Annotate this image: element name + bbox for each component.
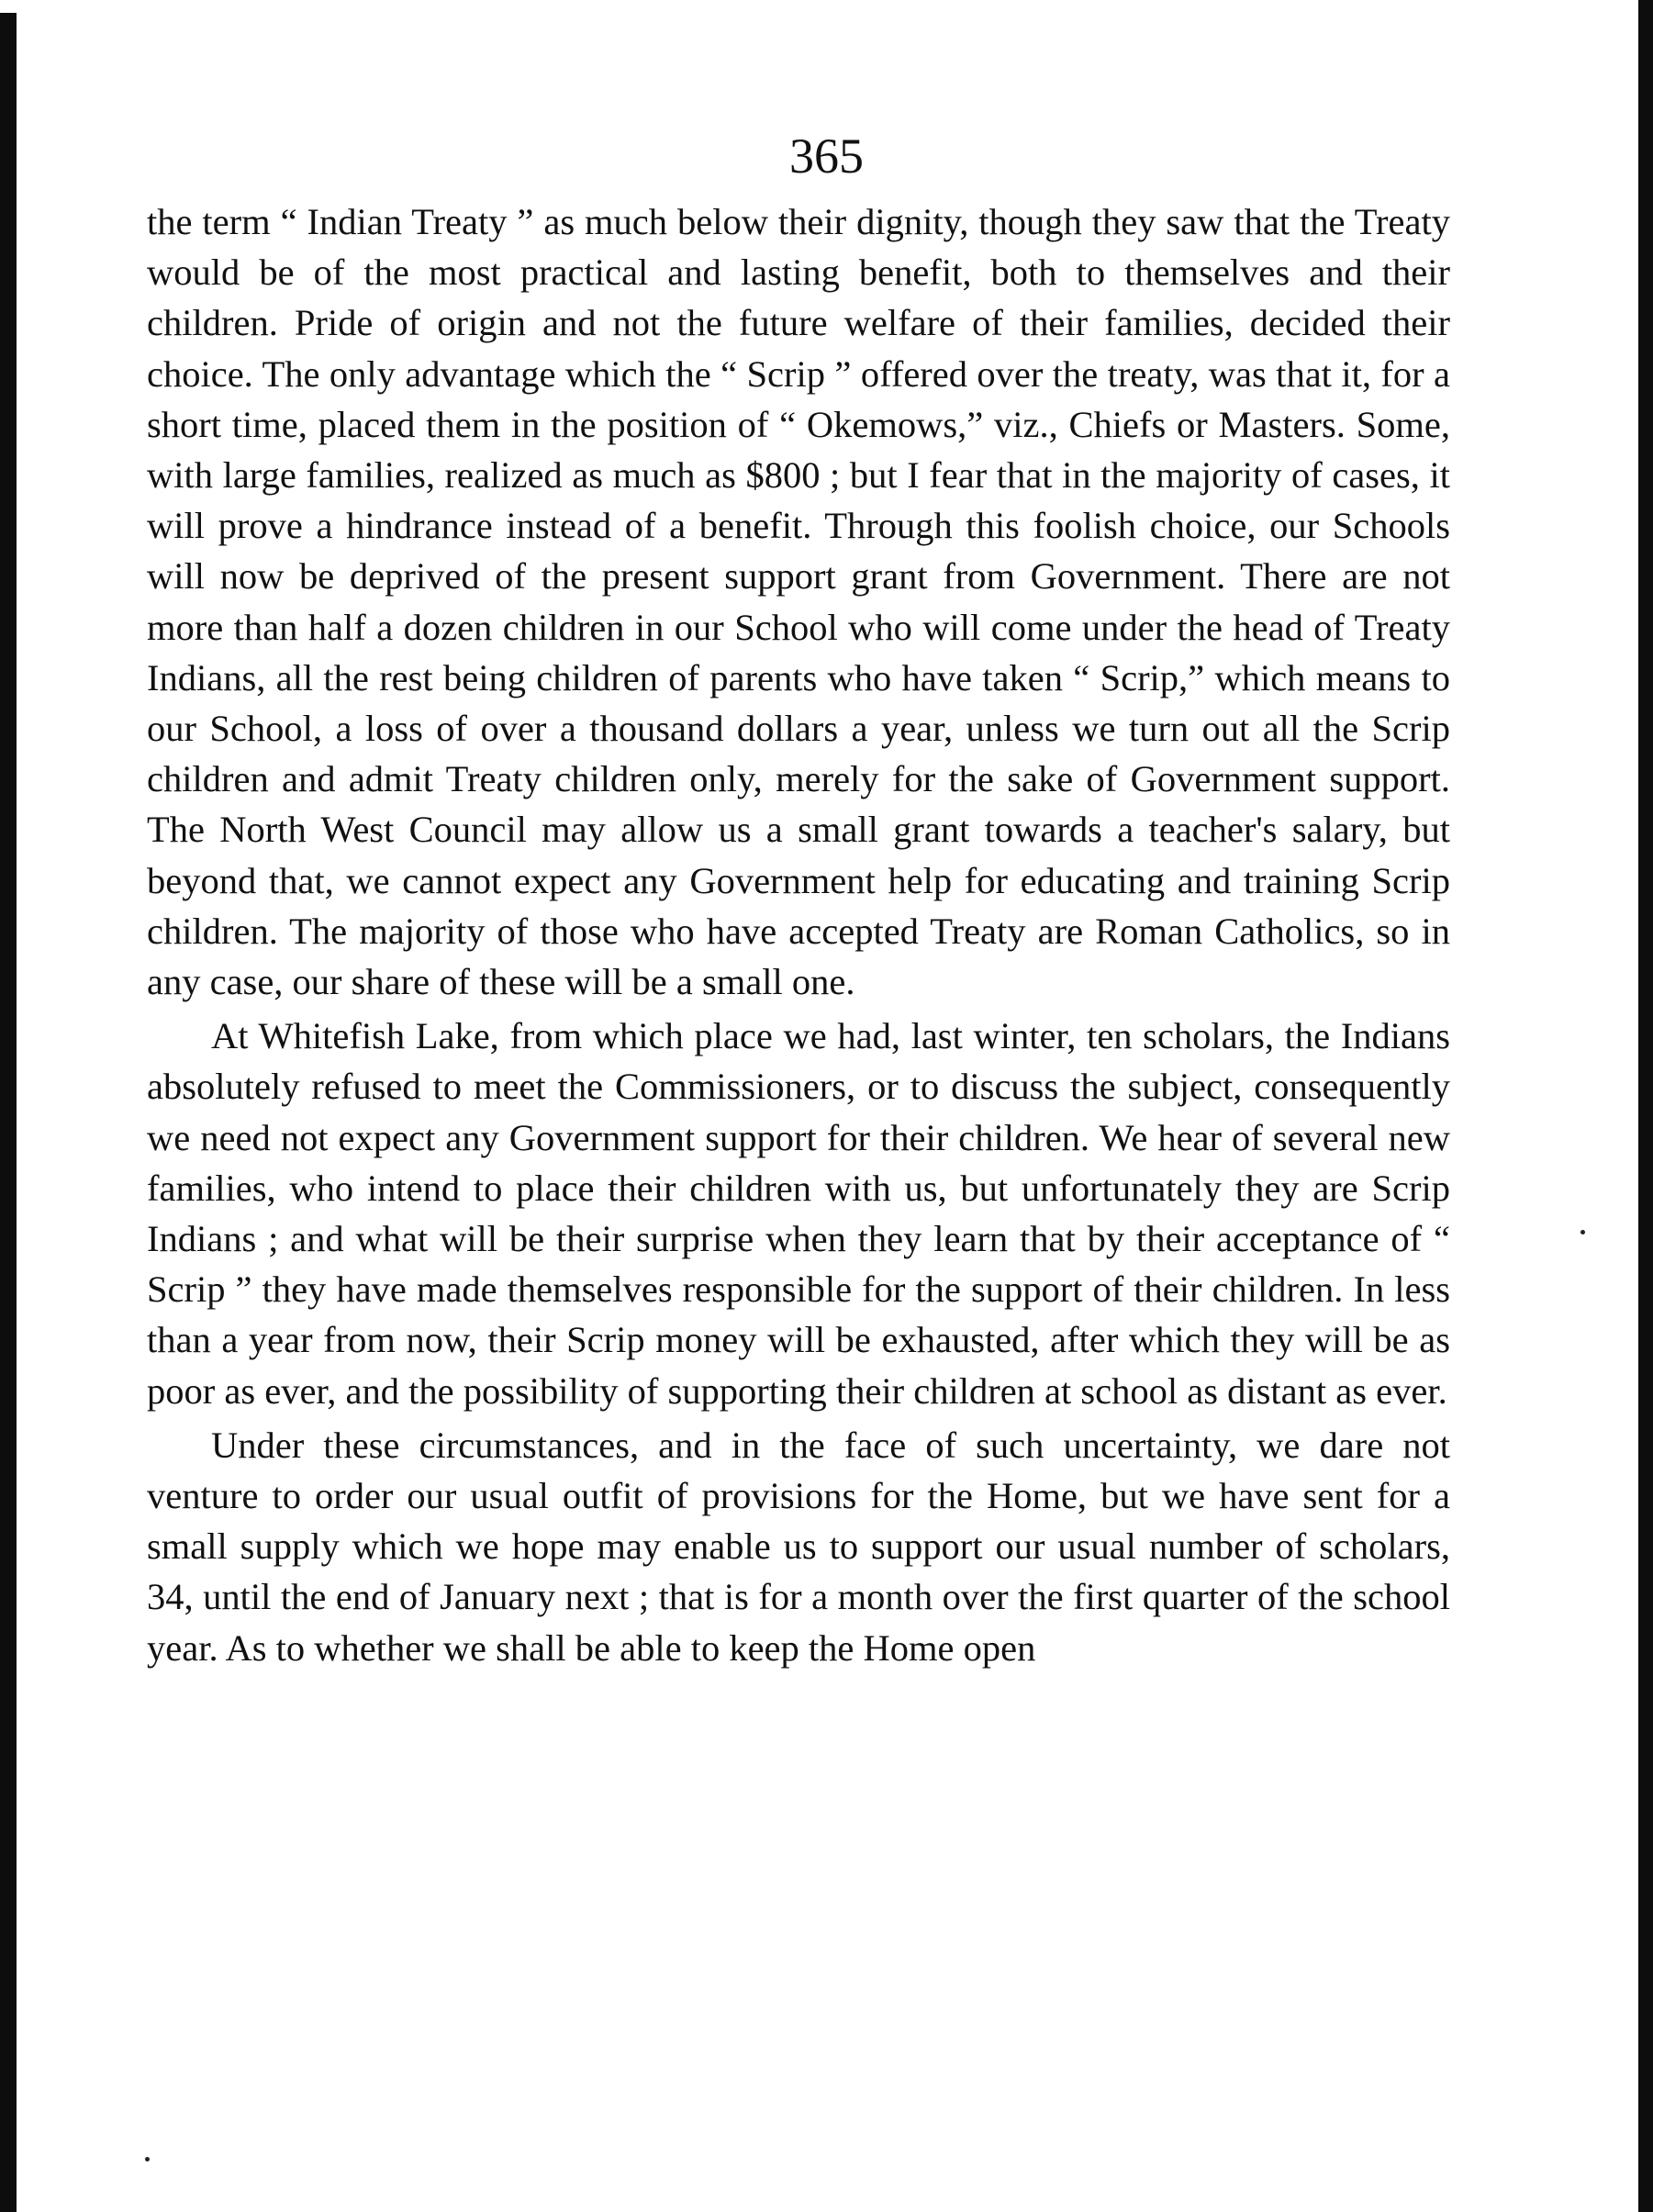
paragraph-1: the term “ Indian Treaty ” as much below their dignity, though they saw that the Treaty would be of the most practical and lasting benefit, both to themselves and their children. Pride of origin and not the future welfare of their families, decided their choice. The only advantage which the “ Scrip ” offered over the treaty, was that it, for a short time, placed them in the position of “ Okemows,” viz., Chiefs or Masters. Some, with large families, realized as much as $800 ; but I fear that in the majority of cases, it will prove a hindrance instead of a benefit. Through this foolish choice, our Schools will now be deprived of the present support grant from Government. There are not more than half a dozen children in our School who will come under the head of Treaty Indians, all the rest being children of parents who have taken “ Scrip,” which means to our School, a loss of over a thousand dollars a year, unless we turn out all the Scrip children and admit Treaty children only, merely for the sake of Government support. The North West Council may allow us a small grant towards a teacher's salary, but beyond that, we cannot expect any Government help for educating and training Scrip children. The majority of those who have accepted Treaty are Roman Catholics, so in any case, our share of these will be a small one. [147,201,1450,1003]
body-text [147,196,1450,1673]
scan-speck [1580,1230,1585,1234]
paragraph-2: At Whitefish Lake, from which place we had, last winter, ten scholars, the Indians absolutely refused to meet the Commissioners, or to discuss the subject, consequently we need not expect any Government support for their children. We hear of several new families, who intend to place their children with us, but unfortunately they are Scrip Indians ; and what will be their surprise when they learn that by their acceptance of “ Scrip ” they have made themselves responsible for the support of their children. In less than a year from now, their Scrip money will be exhausted, after which they will be as poor as ever, and the possibility of supporting their children at school as distant as ever. [147,1015,1450,1412]
page-number: 365 [789,128,864,184]
scan-edge-right [1638,0,1653,2212]
scan-edge-left [0,13,17,2212]
scan-speck [145,2157,150,2162]
paragraph-3: Under these circumstances, and in the face of such uncertainty, we dare not venture to order our usual outfit of provisions for the Home, but we have sent for a small supply which we hope may enable us to support our usual number of scholars, 34, until the end of January next ; that is for a month over the first quarter of the school year. As to whether we shall be able to keep the Home open [147,1424,1450,1669]
